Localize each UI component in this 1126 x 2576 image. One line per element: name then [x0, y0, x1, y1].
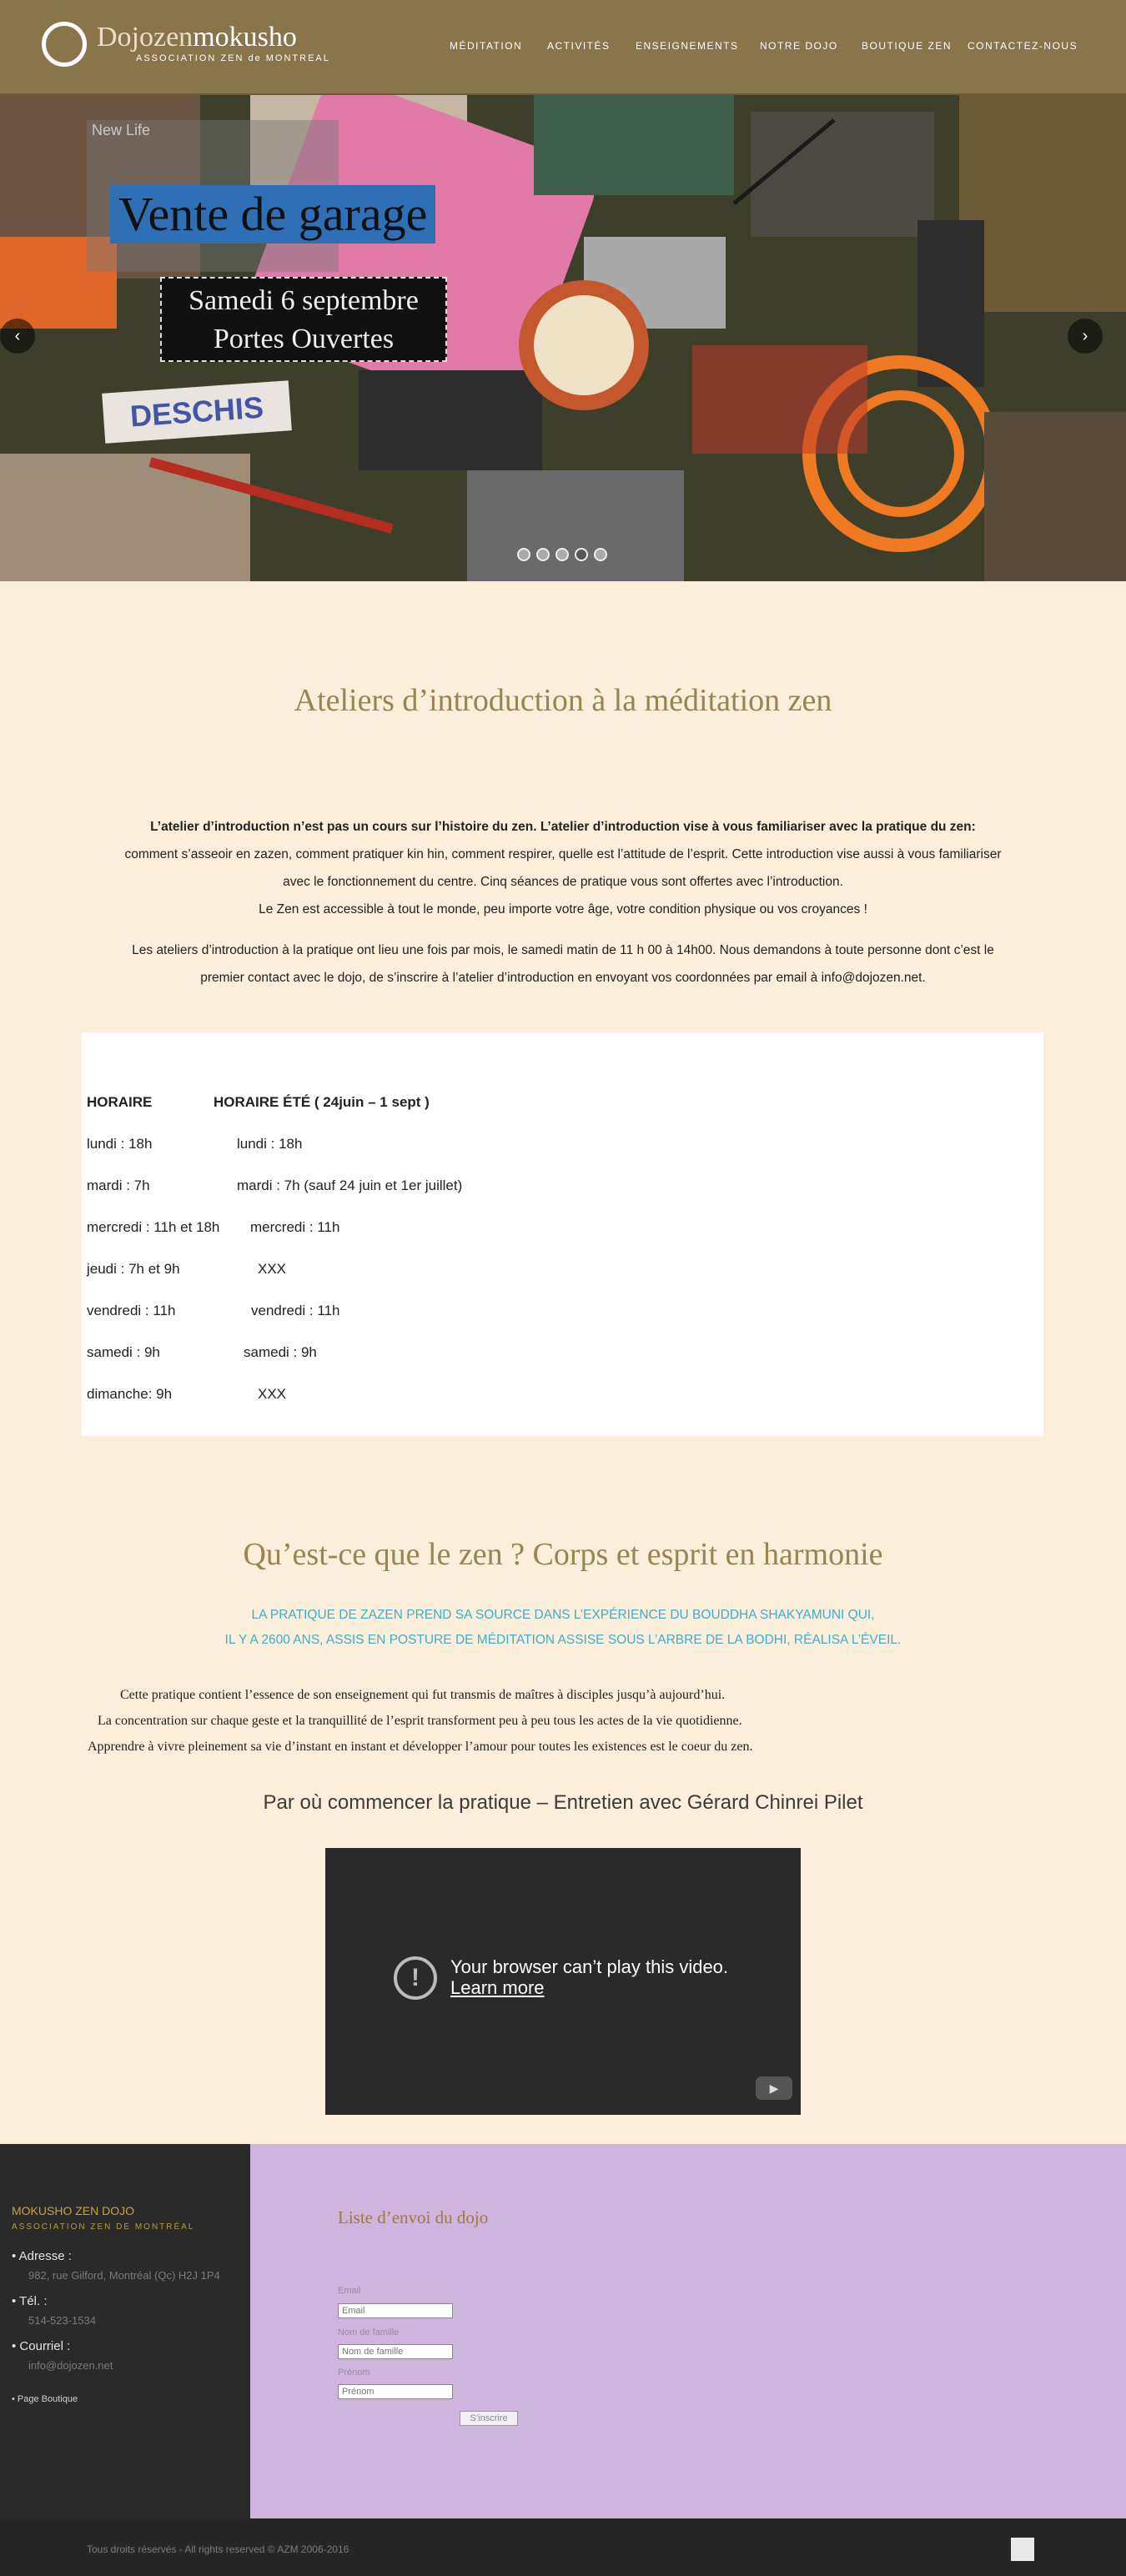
- logo-subtitle: ASSOCIATION ZEN de MONTREAL: [136, 53, 330, 63]
- schedule-row: [87, 1219, 340, 1236]
- email-label: • Courriel :: [12, 2339, 71, 2353]
- zen-line: La concentration sur chaque geste et la tranquillité de l’esprit transforment peu à peu tous les actes de la vie quotidienne.: [98, 1714, 742, 1728]
- schedule-cell: vendredi : 11h: [251, 1303, 340, 1318]
- schedule-header-summer: HORAIRE ÉTÉ ( 24juin – 1 sept ): [214, 1094, 430, 1110]
- intro-lead: L’atelier d’introduction n’est pas un cours sur l’histoire du zen. L’atelier d’introduction vise à vous familiariser avec la pratique du zen:: [150, 820, 976, 834]
- back-to-top-icon[interactable]: [1011, 2538, 1034, 2561]
- video-player[interactable]: [325, 1848, 801, 2115]
- slide-subtitle-box: [160, 277, 447, 362]
- schedule-cell: mercredi : 11h et 18h: [87, 1219, 220, 1235]
- mailing-list: [250, 2144, 1126, 2518]
- footer-org: MOKUSHO ZEN DOJO: [12, 2204, 135, 2217]
- phone-label-text: Tél. :: [19, 2294, 48, 2308]
- alert-icon: !: [394, 1956, 437, 2000]
- slider-prev-icon[interactable]: ‹: [0, 319, 35, 354]
- schedule-header-row: [87, 1094, 430, 1111]
- schedule-cell: vendredi : 11h: [87, 1303, 176, 1318]
- slide-title: Vente de garage: [110, 185, 435, 244]
- intro-schedule-text: [83, 936, 1043, 992]
- schedule-cell: mardi : 7h (sauf 24 juin et 1er juillet): [237, 1178, 463, 1193]
- video-error: [394, 1956, 728, 2000]
- schedule-cell: lundi : 18h: [237, 1136, 303, 1152]
- slider-dot[interactable]: [555, 548, 569, 561]
- intro-line: avec le fonctionnement du centre. Cinq séances de pratique vous sont offertes avec l’introduction.: [283, 875, 843, 889]
- boutique-link[interactable]: • Page Boutique: [12, 2394, 78, 2404]
- address-label-text: Adresse :: [18, 2249, 72, 2263]
- logo[interactable]: [97, 22, 297, 53]
- email-field-label: Email: [338, 2286, 361, 2296]
- firstname-field[interactable]: [338, 2384, 453, 2399]
- schedule-row: [87, 1344, 317, 1361]
- intro-line: comment s’asseoir en zazen, comment pratiquer kin hin, comment respirer, quelle est l’attitude de l’esprit. Cette introduction vise aussi à vous familiariser: [124, 847, 1002, 861]
- video-error-text: [450, 1956, 728, 1998]
- schedule-cell: XXX: [258, 1261, 287, 1277]
- copyright: Tous droits réservés - All rights reserved © AZM 2006-2016: [87, 2543, 349, 2555]
- slider-dot-active[interactable]: [575, 548, 588, 561]
- learn-more-link[interactable]: Learn more: [450, 1977, 545, 1998]
- hero-slider: [0, 95, 1126, 581]
- zen-line: Cette pratique contient l’essence de son enseignement qui fut transmis de maîtres à disciples jusqu’à aujourd’hui.: [120, 1688, 726, 1702]
- nav-activites[interactable]: ACTIVITÉS: [547, 40, 611, 52]
- site-header: [0, 0, 1126, 95]
- mailing-title: Liste d’envoi du dojo: [338, 2207, 489, 2227]
- footer-org-sub: ASSOCIATION ZEN DE MONTRÉAL: [12, 2222, 195, 2232]
- address-value: 982, rue Gilford, Montréal (Qc) H2J 1P4: [28, 2269, 220, 2282]
- zen-heading: Qu’est-ce que le zen ? Corps et esprit en harmonie: [243, 1537, 883, 1572]
- schedule-cell: mercredi : 11h: [250, 1219, 340, 1235]
- lastname-field-label: Nom de famille: [338, 2327, 400, 2337]
- video-title: Par où commencer la pratique – Entretien avec Gérard Chinrei Pilet: [263, 1791, 863, 1814]
- intro-text: [83, 813, 1043, 923]
- schedule-row: [87, 1303, 340, 1319]
- nav-meditation[interactable]: MÉDITATION: [450, 40, 523, 52]
- intro-line: premier contact avec le dojo, de s’inscrire à l’atelier d’introduction en envoyant vos coordonnées par email à info@dojozen.net.: [200, 971, 926, 985]
- zen-line: Apprendre à vivre pleinement sa vie d’instant en instant et développer l’amour pour toutes les existences est le coeur du zen.: [88, 1740, 753, 1754]
- schedule-row: [87, 1261, 287, 1278]
- slide-ghost-text: New Life: [92, 122, 151, 138]
- subscribe-button[interactable]: S’inscrire: [460, 2411, 518, 2426]
- schedule-cell: samedi : 9h: [87, 1344, 160, 1360]
- bottom-bar: [0, 2518, 1126, 2576]
- nav-boutique-zen[interactable]: BOUTIQUE ZEN: [862, 40, 953, 52]
- email-value[interactable]: info@dojozen.net: [28, 2359, 113, 2372]
- nav-notre-dojo[interactable]: NOTRE DOJO: [760, 40, 838, 52]
- zen-paragraph: [83, 1682, 1043, 1765]
- logo-text-bold: mokusho: [193, 22, 297, 53]
- intro-line: Les ateliers d’introduction à la pratique ont lieu une fois par mois, le samedi matin de 11 h 00 à 14h00. Nous demandons à toute personne dont c’est le: [132, 943, 994, 957]
- slider-dot[interactable]: [536, 548, 550, 561]
- youtube-icon[interactable]: ▶: [756, 2076, 792, 2100]
- email-field[interactable]: [338, 2303, 453, 2318]
- schedule-table: [82, 1032, 1043, 1436]
- zen-caps-line: IL Y A 2600 ANS, ASSIS EN POSTURE DE MÉDITATION ASSISE SOUS L’ARBRE DE LA BODHI, RÉALISA L’ÉVEIL.: [224, 1633, 902, 1647]
- schedule-cell: XXX: [258, 1386, 287, 1402]
- firstname-field-label: Prénom: [338, 2368, 370, 2378]
- nav-contactez-nous[interactable]: CONTACTEZ-NOUS: [968, 40, 1078, 52]
- slide-date: Samedi 6 septembre: [189, 285, 419, 316]
- lastname-field[interactable]: [338, 2344, 453, 2359]
- intro-heading: Ateliers d’introduction à la méditation zen: [294, 683, 832, 718]
- schedule-row: [87, 1136, 303, 1152]
- schedule-cell: dimanche: 9h: [87, 1386, 173, 1402]
- video-error-line: Your browser can’t play this video.: [450, 1956, 729, 1977]
- schedule-cell: jeudi : 7h et 9h: [87, 1261, 180, 1277]
- schedule-header: HORAIRE: [87, 1094, 153, 1110]
- schedule-cell: mardi : 7h: [87, 1178, 150, 1193]
- slider-dot[interactable]: [517, 548, 530, 561]
- schedule-cell: lundi : 18h: [87, 1136, 153, 1152]
- schedule-row: [87, 1178, 463, 1194]
- zen-intro-caps: [0, 1603, 1126, 1653]
- slider-dot[interactable]: [594, 548, 607, 561]
- schedule-row: [87, 1386, 287, 1403]
- schedule-cell: samedi : 9h: [244, 1344, 317, 1360]
- deschis-sign: DESCHIS: [102, 380, 292, 443]
- address-label: • Adresse :: [12, 2249, 72, 2263]
- logo-text-light: Dojozen: [97, 22, 194, 53]
- nav-enseignements[interactable]: ENSEIGNEMENTS: [636, 40, 739, 52]
- boutique-link-text[interactable]: Page Boutique: [17, 2394, 78, 2404]
- logo-ring-icon[interactable]: [42, 22, 87, 67]
- slider-dots: [517, 548, 607, 561]
- email-label-text: Courriel :: [19, 2339, 71, 2353]
- phone-label: • Tél. :: [12, 2294, 48, 2308]
- intro-line: Le Zen est accessible à tout le monde, peu importe votre âge, votre condition physique ou vos croyances !: [259, 902, 867, 916]
- slide-event: Portes Ouvertes: [213, 324, 395, 354]
- phone-value: 514-523-1534: [28, 2314, 96, 2327]
- slider-next-icon[interactable]: ›: [1068, 319, 1103, 354]
- footer-contact: [0, 2144, 250, 2518]
- zen-caps-line: LA PRATIQUE DE ZAZEN PREND SA SOURCE DANS L’EXPÉRIENCE DU BOUDDHA SHAKYAMUNI QUI,: [251, 1608, 875, 1622]
